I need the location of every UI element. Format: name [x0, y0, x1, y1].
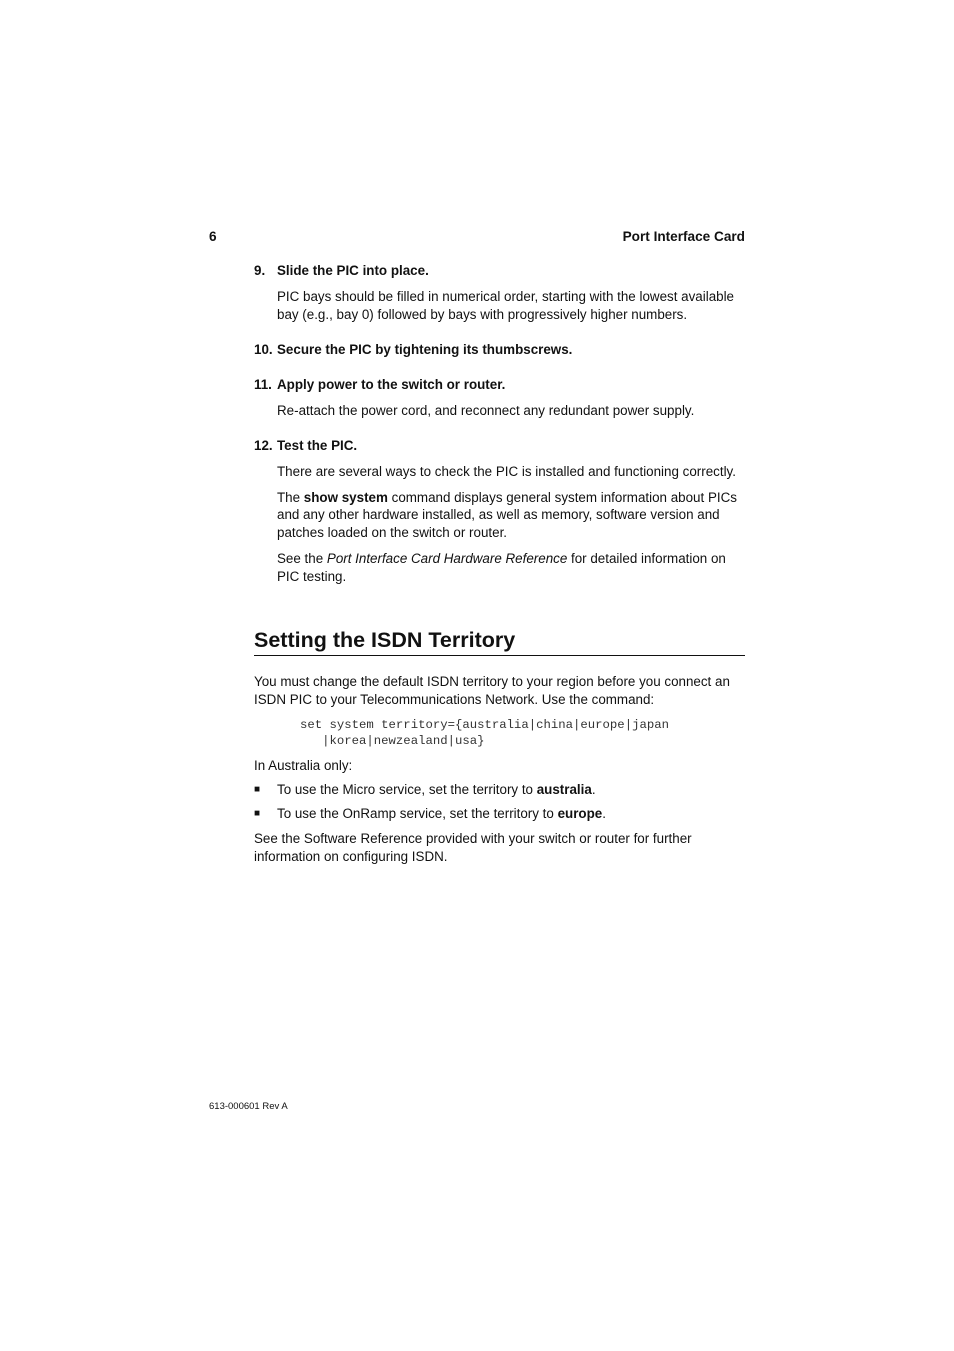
step-heading [254, 341, 745, 359]
step-body [277, 402, 745, 420]
step-body [277, 463, 745, 586]
list-item [254, 805, 745, 823]
document-number: 613-000601 Rev A [209, 1101, 288, 1112]
text-run: See the [277, 550, 327, 566]
step-title: Secure the PIC by tightening its thumbscrews. [277, 342, 573, 357]
step-11 [254, 376, 745, 428]
step-number: 9. [254, 263, 266, 278]
closing-paragraph: See the Software Reference provided with your switch or router for further information on configuring ISDN. [254, 831, 692, 864]
territory-value: europe [557, 806, 603, 821]
show-system-command: show system [303, 489, 388, 505]
step-title: Slide the PIC into place. [277, 263, 429, 278]
step-title: Test the PIC. [277, 438, 358, 453]
step-12 [254, 437, 745, 594]
page-number: 6 [209, 229, 217, 244]
territory-value: australia [536, 782, 592, 797]
text-run: To use the OnRamp service, set the territory to [277, 806, 558, 821]
step-paragraph: PIC bays should be filled in numerical order, starting with the lowest available bay (e.g., bay 0) followed by bays with progressively higher numbers. [277, 288, 735, 322]
step-paragraph: Re-attach the power cord, and reconnect any redundant power supply. [277, 402, 695, 418]
list-item-text [277, 781, 596, 799]
step-number: 12. [254, 438, 273, 453]
show-system-paragraph [277, 489, 745, 542]
step-heading [254, 376, 745, 394]
step-9 [254, 262, 745, 331]
list-item [254, 781, 745, 799]
step-10 [254, 341, 745, 359]
text-run: . [602, 806, 606, 821]
hardware-reference-title: Port Interface Card Hardware Reference [326, 550, 568, 566]
list-item-text [277, 805, 606, 823]
section-title: Setting the ISDN Territory [254, 626, 745, 656]
bullet-icon: ■ [254, 808, 261, 819]
step-heading [254, 262, 745, 280]
step-body [277, 288, 745, 324]
text-run: The [277, 489, 304, 505]
running-header-title: Port Interface Card [622, 229, 745, 244]
text-run: To use the Micro service, set the territory to [277, 782, 537, 797]
step-title: Apply power to the switch or router. [277, 377, 506, 392]
australia-only-label: In Australia only: [254, 758, 353, 773]
code-line: set system territory={australia|china|europe|japan [300, 718, 669, 732]
text-run: for detailed information on PIC testing. [277, 550, 726, 584]
step-paragraph: There are several ways to check the PIC is installed and functioning correctly. [277, 463, 736, 479]
section-intro: You must change the default ISDN territory to your region before you connect an ISDN PIC to your Telecommunications Network. Use the command: [254, 674, 730, 707]
text-run: command displays general system information about PICs and any other hardware installed, as well as memory, software version and patches loaded on the switch or router. [277, 489, 737, 541]
step-number: 11. [254, 377, 272, 392]
step-heading [254, 437, 745, 455]
bullet-icon: ■ [254, 784, 261, 795]
step-number: 10. [254, 342, 273, 357]
code-line: |korea|newzealand|usa} [300, 734, 485, 748]
reference-paragraph [277, 550, 745, 586]
text-run: . [591, 782, 596, 797]
